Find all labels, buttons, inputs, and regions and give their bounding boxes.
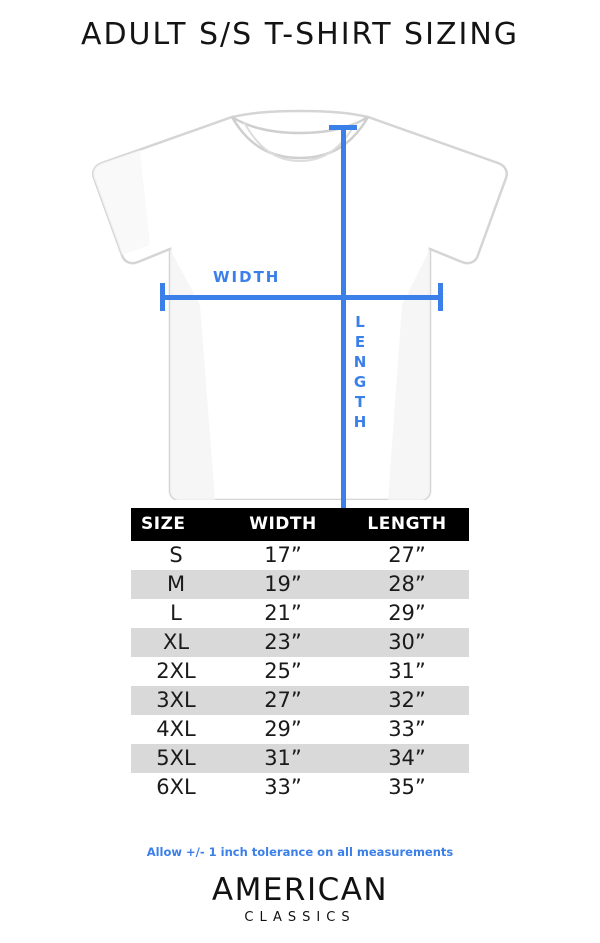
header-length: LENGTH bbox=[345, 508, 469, 541]
cell-length: 28” bbox=[345, 570, 469, 599]
cell-length: 35” bbox=[345, 773, 469, 802]
cell-size: 2XL bbox=[131, 657, 221, 686]
length-measure-top-cap bbox=[329, 125, 357, 130]
table-row bbox=[131, 570, 469, 599]
table-row bbox=[131, 541, 469, 570]
size-table-body bbox=[131, 541, 469, 802]
length-measure-line bbox=[341, 125, 346, 555]
cell-width: 29” bbox=[221, 715, 345, 744]
header-width: WIDTH bbox=[221, 508, 345, 541]
width-measure-left-cap bbox=[160, 283, 165, 311]
cell-size: 3XL bbox=[131, 686, 221, 715]
width-measure-line bbox=[160, 295, 443, 300]
table-row bbox=[131, 657, 469, 686]
page-title: ADULT S/S T-SHIRT SIZING bbox=[80, 17, 520, 52]
cell-length: 32” bbox=[345, 686, 469, 715]
cell-length: 34” bbox=[345, 744, 469, 773]
size-table-container bbox=[131, 508, 469, 802]
table-row bbox=[131, 628, 469, 657]
table-row bbox=[131, 715, 469, 744]
cell-size: XL bbox=[131, 628, 221, 657]
tolerance-note: Allow +/- 1 inch tolerance on all measurements bbox=[146, 845, 454, 859]
cell-width: 33” bbox=[221, 773, 345, 802]
table-row bbox=[131, 686, 469, 715]
width-label: WIDTH bbox=[213, 268, 281, 286]
table-row bbox=[131, 744, 469, 773]
width-measure-right-cap bbox=[438, 283, 443, 311]
cell-width: 21” bbox=[221, 599, 345, 628]
shirt-diagram bbox=[0, 55, 600, 500]
cell-length: 27” bbox=[345, 541, 469, 570]
cell-size: M bbox=[131, 570, 221, 599]
table-row bbox=[131, 599, 469, 628]
cell-size: 5XL bbox=[131, 744, 221, 773]
cell-width: 25” bbox=[221, 657, 345, 686]
brand-name: AMERICAN bbox=[211, 872, 389, 908]
cell-width: 23” bbox=[221, 628, 345, 657]
table-header-row bbox=[131, 508, 469, 541]
cell-length: 33” bbox=[345, 715, 469, 744]
cell-size: 6XL bbox=[131, 773, 221, 802]
cell-width: 17” bbox=[221, 541, 345, 570]
cell-width: 19” bbox=[221, 570, 345, 599]
cell-size: 4XL bbox=[131, 715, 221, 744]
cell-length: 31” bbox=[345, 657, 469, 686]
cell-length: 30” bbox=[345, 628, 469, 657]
brand-subtitle: CLASSICS bbox=[244, 910, 356, 925]
tshirt-illustration bbox=[0, 55, 600, 500]
length-label: LENGTH bbox=[351, 313, 369, 433]
cell-width: 27” bbox=[221, 686, 345, 715]
brand-logo bbox=[0, 872, 600, 925]
table-row bbox=[131, 773, 469, 802]
cell-size: L bbox=[131, 599, 221, 628]
cell-length: 29” bbox=[345, 599, 469, 628]
size-table bbox=[131, 508, 469, 802]
header-size: SIZE bbox=[131, 508, 221, 541]
cell-size: S bbox=[131, 541, 221, 570]
cell-width: 31” bbox=[221, 744, 345, 773]
